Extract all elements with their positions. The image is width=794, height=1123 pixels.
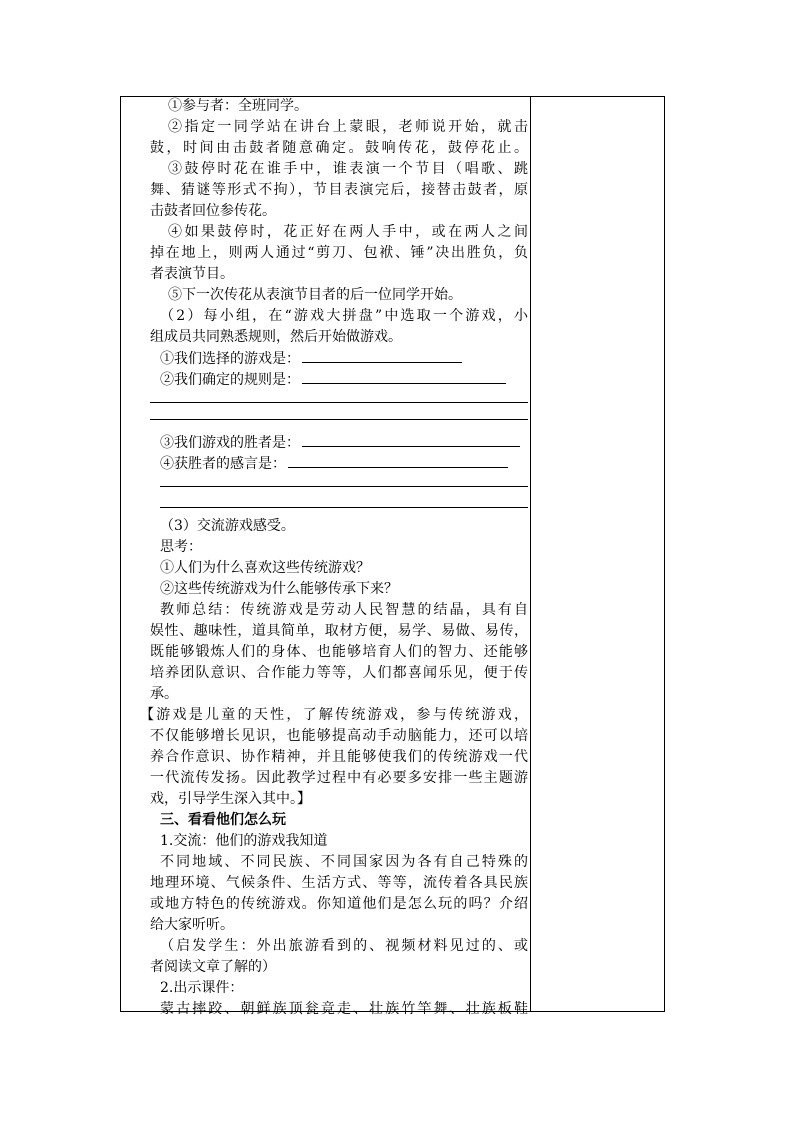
fill-in-line bbox=[150, 432, 528, 453]
answer-blank bbox=[160, 486, 528, 487]
text-line: 承。 bbox=[150, 686, 178, 702]
text-line: 不同地域、不同民族、不同国家因为各有自己特殊的 bbox=[160, 854, 528, 870]
text-line: （2）每小组，在“游戏大拼盘”中选取一个游戏，小 bbox=[160, 308, 528, 324]
answer-blank bbox=[302, 432, 520, 447]
text-line: 1.交流：他们的游戏我知道 bbox=[160, 833, 328, 849]
text-line: 教师总结：传统游戏是劳动人民智慧的结晶，具有自 bbox=[160, 602, 528, 618]
answer-blank bbox=[302, 348, 462, 363]
lesson-content bbox=[140, 96, 528, 1020]
blank-line bbox=[150, 474, 528, 495]
text-line: 给大家听听。 bbox=[150, 917, 234, 933]
answer-blank bbox=[150, 419, 528, 420]
text-line: ④如果鼓停时，花正好在两人手中，或在两人之间 bbox=[168, 224, 528, 240]
text-line: 组成员共同熟悉规则，然后开始做游戏。 bbox=[150, 329, 402, 345]
text-line: （启发学生：外出旅游看到的、视频材料见过的、或 bbox=[160, 938, 528, 954]
text-line: 击鼓者回位参传花。 bbox=[150, 203, 276, 219]
text-line: ⑤下一次传花从表演节目者的后一位同学开始。 bbox=[168, 287, 462, 303]
text-line: ①人们为什么喜欢这些传统游戏？ bbox=[160, 560, 370, 576]
blank-line bbox=[150, 390, 528, 411]
text-line: 地理环境、气候条件、生活方式、等等，流传着各具民族 bbox=[150, 875, 528, 891]
fill-in-label: ①我们选择的游戏是： bbox=[160, 351, 300, 367]
text-line: ②指定一同学站在讲台上蒙眼，老师说开始，就击 bbox=[168, 119, 528, 135]
text-line: ①参与者：全班同学。 bbox=[168, 98, 308, 114]
answer-blank bbox=[288, 453, 508, 468]
text-line: 2.出示课件： bbox=[160, 980, 244, 996]
fill-in-line bbox=[150, 369, 528, 390]
fill-in-line bbox=[150, 453, 528, 474]
section-heading: 三、看看他们怎么玩 bbox=[160, 812, 286, 828]
text-line: 培养团队意识、合作能力等等，人们都喜闻乐见，便于传 bbox=[150, 665, 528, 681]
fill-in-line bbox=[150, 348, 528, 369]
text-line: 【游戏是儿童的天性，了解传统游戏，参与传统游戏， bbox=[140, 707, 528, 723]
text-line: 者阅读文章了解的） bbox=[150, 959, 276, 975]
text-line: 掉在地上，则两人通过“剪刀、包袱、锤”决出胜负，负 bbox=[150, 245, 528, 261]
fill-in-label: ④获胜者的感言是： bbox=[160, 456, 286, 472]
text-line: 蒙古摔跤、朝鲜族顶瓮竞走、壮族竹竿舞、壮族板鞋 bbox=[160, 1001, 528, 1017]
column-divider bbox=[530, 97, 531, 1011]
fill-in-label: ③我们游戏的胜者是： bbox=[160, 435, 300, 451]
fill-in-label: ②我们确定的规则是： bbox=[160, 372, 300, 388]
text-line: 鼓，时间由击鼓者随意确定。鼓响传花，鼓停花止。 bbox=[150, 140, 528, 156]
text-line: 舞、猜谜等形式不拘），节目表演完后，接替击鼓者，原 bbox=[150, 182, 528, 198]
answer-blank bbox=[160, 507, 528, 508]
text-line: 或地方特色的传统游戏。你知道他们是怎么玩的吗？介绍 bbox=[150, 896, 528, 912]
answer-blank bbox=[302, 369, 506, 384]
text-line: 一代流传发扬。因此教学过程中有必要多安排一些主题游 bbox=[150, 770, 528, 786]
text-line: 不仅能够增长见识，也能够提高动手动脑能力，还可以培 bbox=[150, 728, 528, 744]
text-line: 思考： bbox=[160, 539, 202, 555]
answer-blank bbox=[150, 402, 528, 403]
text-line: 既能够锻炼人们的身体、也能够培育人们的智力、还能够 bbox=[150, 644, 528, 660]
text-line: （3）交流游戏感受。 bbox=[160, 518, 295, 534]
text-line: 者表演节目。 bbox=[150, 266, 234, 282]
blank-line bbox=[150, 495, 528, 516]
blank-line bbox=[150, 411, 528, 432]
text-line: 娱性、趣味性，道具简单，取材方便，易学、易做、易传， bbox=[150, 623, 528, 639]
text-line: 养合作意识、协作精神，并且能够使我们的传统游戏一代 bbox=[150, 749, 528, 765]
text-line: 戏，引导学生深入其中。】 bbox=[150, 791, 311, 807]
text-line: ②这些传统游戏为什么能够传承下来？ bbox=[160, 581, 398, 597]
text-line: ③鼓停时花在谁手中，谁表演一个节目（唱歌、跳 bbox=[168, 161, 528, 177]
